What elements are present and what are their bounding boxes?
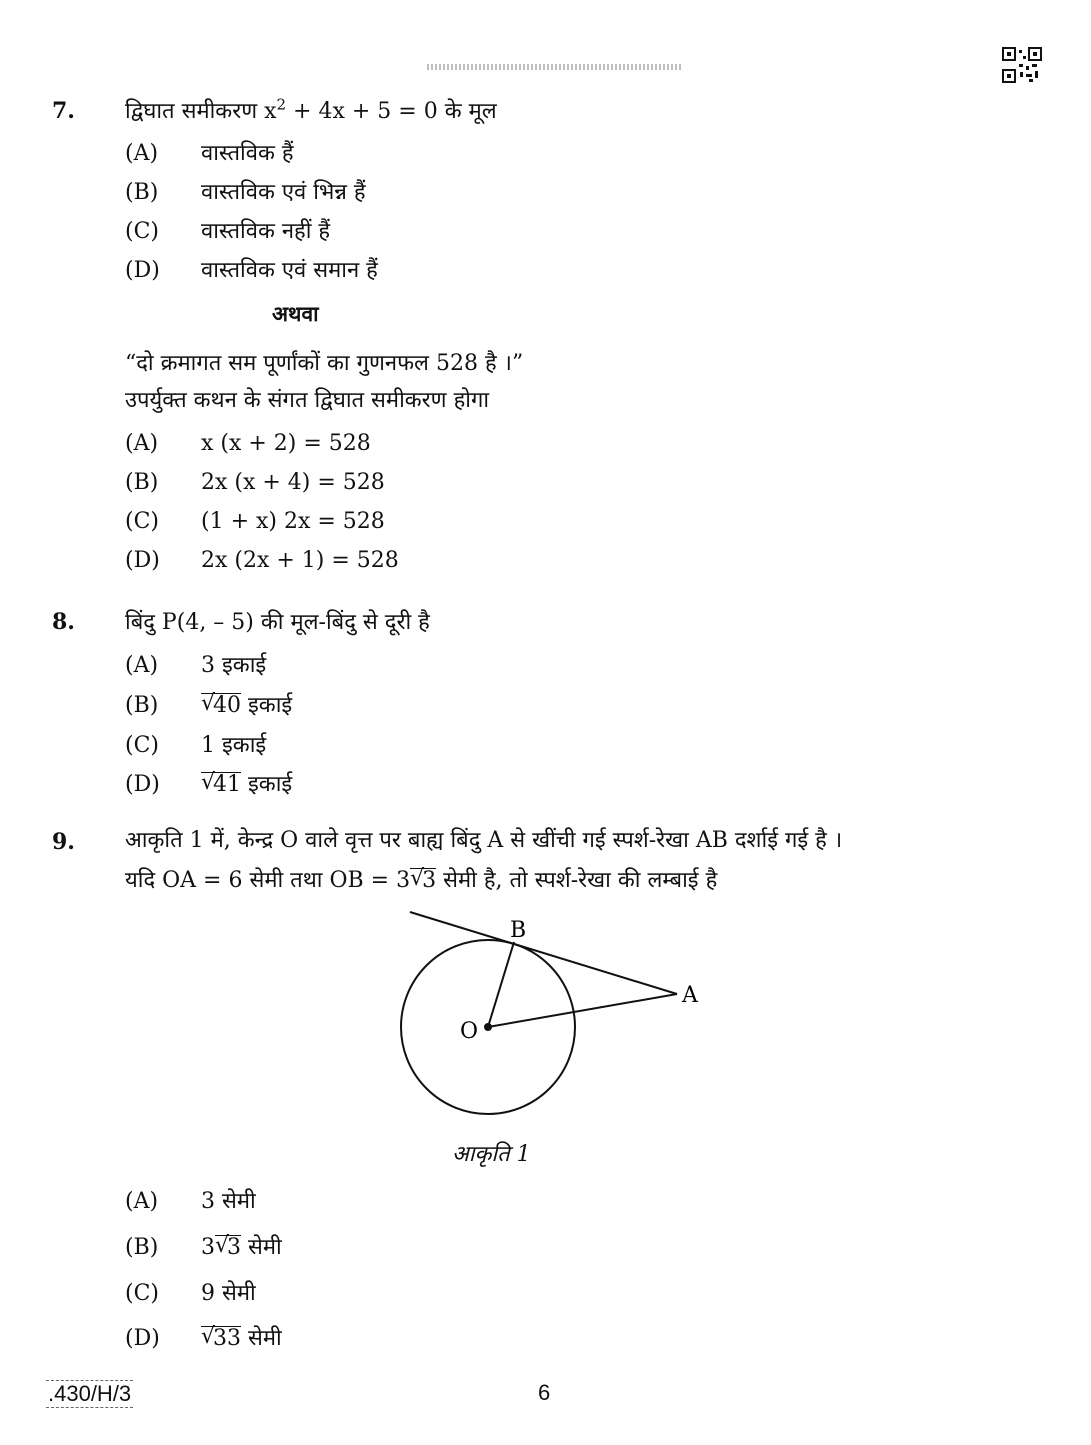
- option-c[interactable]: (C) 9 सेमी: [125, 1281, 256, 1306]
- question-number: 8.: [52, 609, 75, 635]
- alt-option-b[interactable]: (B) 2x (x + 4) = 528: [125, 470, 385, 495]
- option-b[interactable]: (B) वास्तविक एवं भिन्न हैं: [125, 180, 366, 205]
- label-a: A: [682, 983, 698, 1008]
- or-label: अथवा: [272, 301, 319, 326]
- radius-ob: [488, 942, 514, 1027]
- square-root: √ 3: [410, 866, 437, 893]
- option-c[interactable]: (C) वास्तविक नहीं हैं: [125, 219, 331, 244]
- label-o: O: [460, 1019, 479, 1044]
- center-point: [484, 1023, 492, 1031]
- option-c[interactable]: (C) 1 इकाई: [125, 733, 267, 758]
- segment-oa: [488, 994, 677, 1027]
- label-b: B: [510, 918, 527, 943]
- question-number: 9.: [52, 829, 75, 855]
- square-root: √ 33: [201, 1324, 241, 1351]
- alt-option-c[interactable]: (C) (1 + x) 2x = 528: [125, 509, 385, 534]
- option-b[interactable]: (B) √ 40 इकाई: [125, 691, 293, 718]
- tangent-circle-figure: [390, 905, 720, 1120]
- alternative-stem-line-2: उपर्युक्त कथन के संगत द्विघात समीकरण होगा: [125, 388, 490, 413]
- option-d[interactable]: (D) √ 41 इकाई: [125, 770, 293, 797]
- option-a[interactable]: (A) 3 सेमी: [125, 1189, 256, 1214]
- alt-option-d[interactable]: (D) 2x (2x + 1) = 528: [125, 548, 399, 573]
- question-stem-line-2: यदि OA = 6 सेमी तथा OB = 3 √ 3 सेमी है, तो स्पर्श-रेखा की लम्बाई है: [125, 866, 718, 893]
- option-b[interactable]: (B) 3 √ 3 सेमी: [125, 1233, 282, 1260]
- question-stem-line-1: आकृति 1 में, केन्द्र O वाले वृत्त पर बाह्य बिंदु A से खींची गई स्पर्श-रेखा AB दर्शाई गई है ।: [125, 828, 843, 853]
- question-stem: द्विघात समीकरण $x^2 + 4x + 5 = 0$ के मूल: [125, 95, 497, 124]
- square-root: √ 40: [201, 691, 241, 718]
- figure-caption: आकृति 1: [452, 1142, 531, 1167]
- qr-code-icon: [1002, 47, 1042, 83]
- option-d[interactable]: (D) वास्तविक एवं समान हैं: [125, 258, 378, 283]
- square-root: √ 41: [201, 770, 241, 797]
- header-microtext: [427, 64, 682, 70]
- option-a[interactable]: (A) वास्तविक हैं: [125, 141, 294, 166]
- option-a[interactable]: (A) 3 इकाई: [125, 653, 267, 678]
- paper-code: .430/H/3: [48, 1381, 132, 1406]
- page-number: 6: [538, 1380, 551, 1405]
- question-stem: बिंदु P(4, – 5) की मूल-बिंदु से दूरी है: [125, 610, 430, 635]
- alternative-stem-line-1: “दो क्रमागत सम पूर्णांकों का गुणनफल 528 है ।”: [125, 351, 524, 376]
- option-d[interactable]: (D) √ 33 सेमी: [125, 1324, 282, 1351]
- question-number: 7.: [52, 98, 75, 124]
- square-root: √ 3: [215, 1233, 241, 1260]
- tangent-line: [410, 912, 677, 994]
- alt-option-a[interactable]: (A) x (x + 2) = 528: [125, 431, 371, 456]
